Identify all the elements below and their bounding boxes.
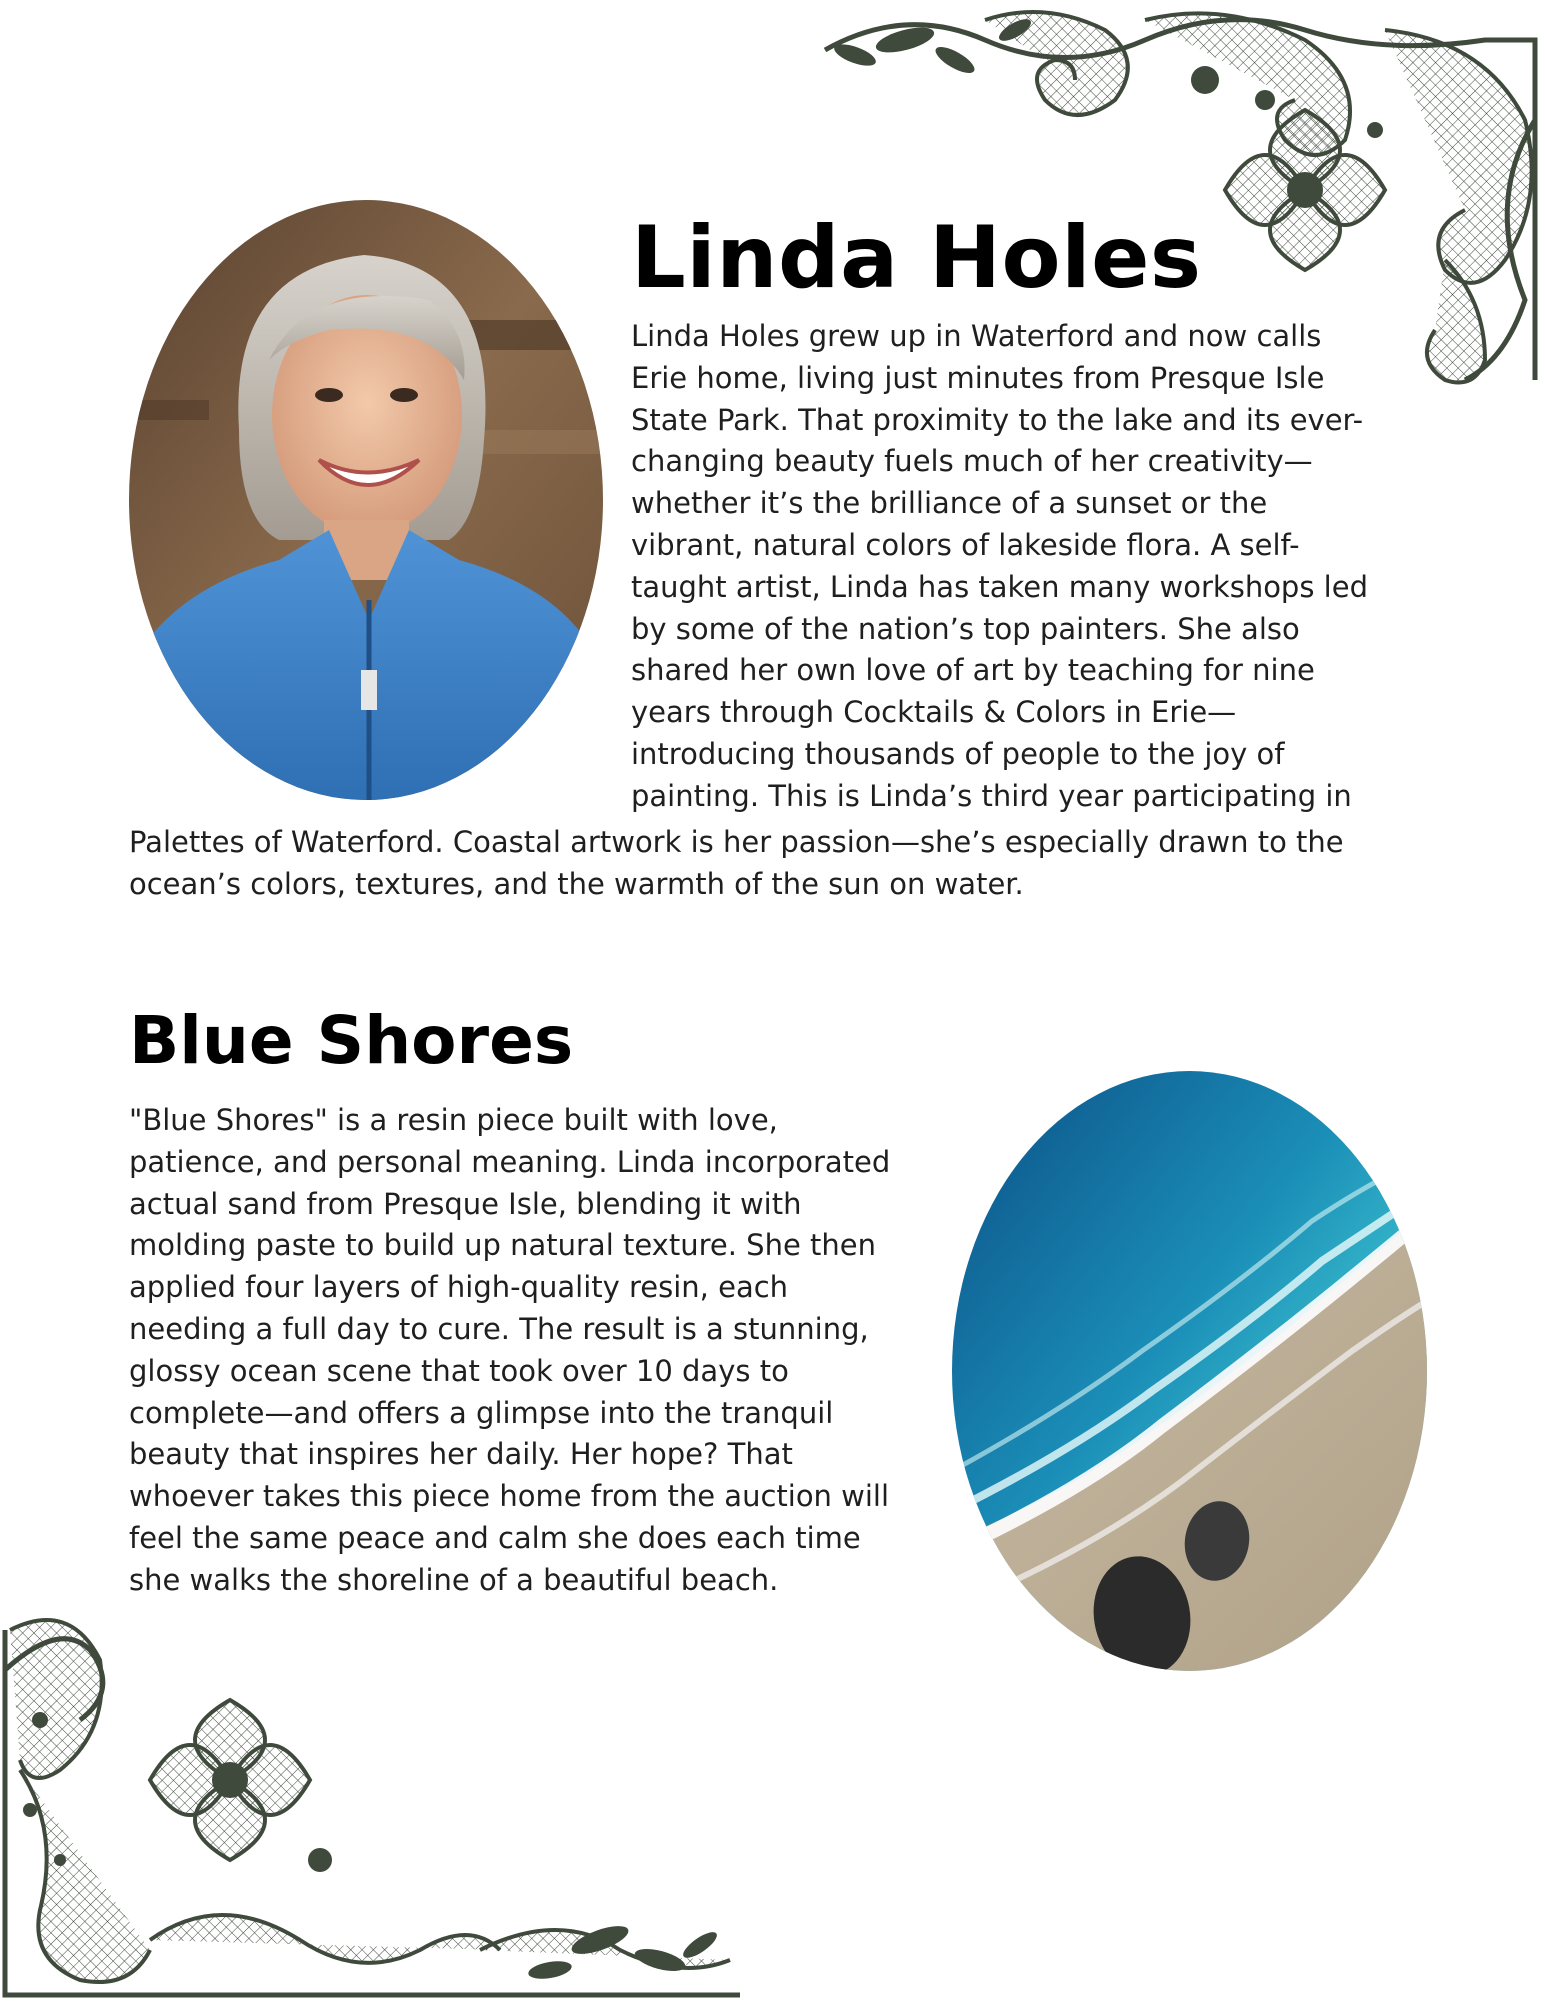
artist-bio-continued — [129, 822, 1389, 906]
description-line: needing a full day to cure. The result is a stunning, — [129, 1311, 869, 1346]
description-line: actual sand from Presque Isle, blending it with — [129, 1186, 802, 1221]
bio-line: changing beauty fuels much of her creativity— — [631, 444, 1313, 479]
bio-line: vibrant, natural colors of lakeside flora. A self- — [631, 527, 1300, 562]
bio-line: Linda Holes grew up in Waterford and now calls — [631, 319, 1322, 353]
description-line: whoever takes this piece home from the auction will — [129, 1479, 890, 1514]
description-line: glossy ocean scene that took over 10 days to — [129, 1353, 789, 1388]
description-line: "Blue Shores" is a resin piece built with love, — [129, 1103, 778, 1137]
bio-line: ocean’s colors, textures, and the warmth of the sun on water. — [129, 866, 1024, 901]
bio-line: by some of the nation’s top painters. She also — [631, 611, 1300, 646]
description-line: complete—and offers a glimpse into the tranquil — [129, 1395, 834, 1430]
artist-bio — [631, 316, 1391, 818]
bio-line: introducing thousands of people to the joy of — [631, 736, 1285, 771]
bio-line: shared her own love of art by teaching for nine — [631, 653, 1315, 688]
artwork-title-heading: Blue Shores — [129, 1002, 574, 1079]
bio-line: painting. This is Linda’s third year participating in — [631, 778, 1352, 813]
bio-line: Palettes of Waterford. Coastal artwork is her passion—she’s especially drawn to the — [129, 825, 1344, 859]
bio-line: Erie home, living just minutes from Presque Isle — [631, 360, 1325, 395]
artwork-photo — [952, 1071, 1427, 1671]
bio-line: taught artist, Linda has taken many workshops led — [631, 569, 1368, 604]
bio-line: whether it’s the brilliance of a sunset or the — [631, 486, 1268, 521]
description-line: patience, and personal meaning. Linda incorporated — [129, 1144, 891, 1179]
bio-line: years through Cocktails & Colors in Erie— — [631, 695, 1237, 730]
description-line: she walks the shoreline of a beautiful beach. — [129, 1562, 779, 1597]
artist-name-heading: Linda Holes — [631, 208, 1202, 308]
bottom-corner-ornament-icon — [0, 1610, 745, 2000]
description-line: feel the same peace and calm she does each time — [129, 1520, 861, 1555]
description-line: beauty that inspires her daily. Her hope? That — [129, 1437, 793, 1472]
description-line: applied four layers of high-quality resin, each — [129, 1270, 789, 1305]
bio-line: State Park. That proximity to the lake and its ever- — [631, 402, 1364, 437]
artist-portrait-photo — [129, 200, 603, 800]
description-line: molding paste to build up natural texture. She then — [129, 1228, 876, 1263]
artwork-description — [129, 1100, 909, 1602]
